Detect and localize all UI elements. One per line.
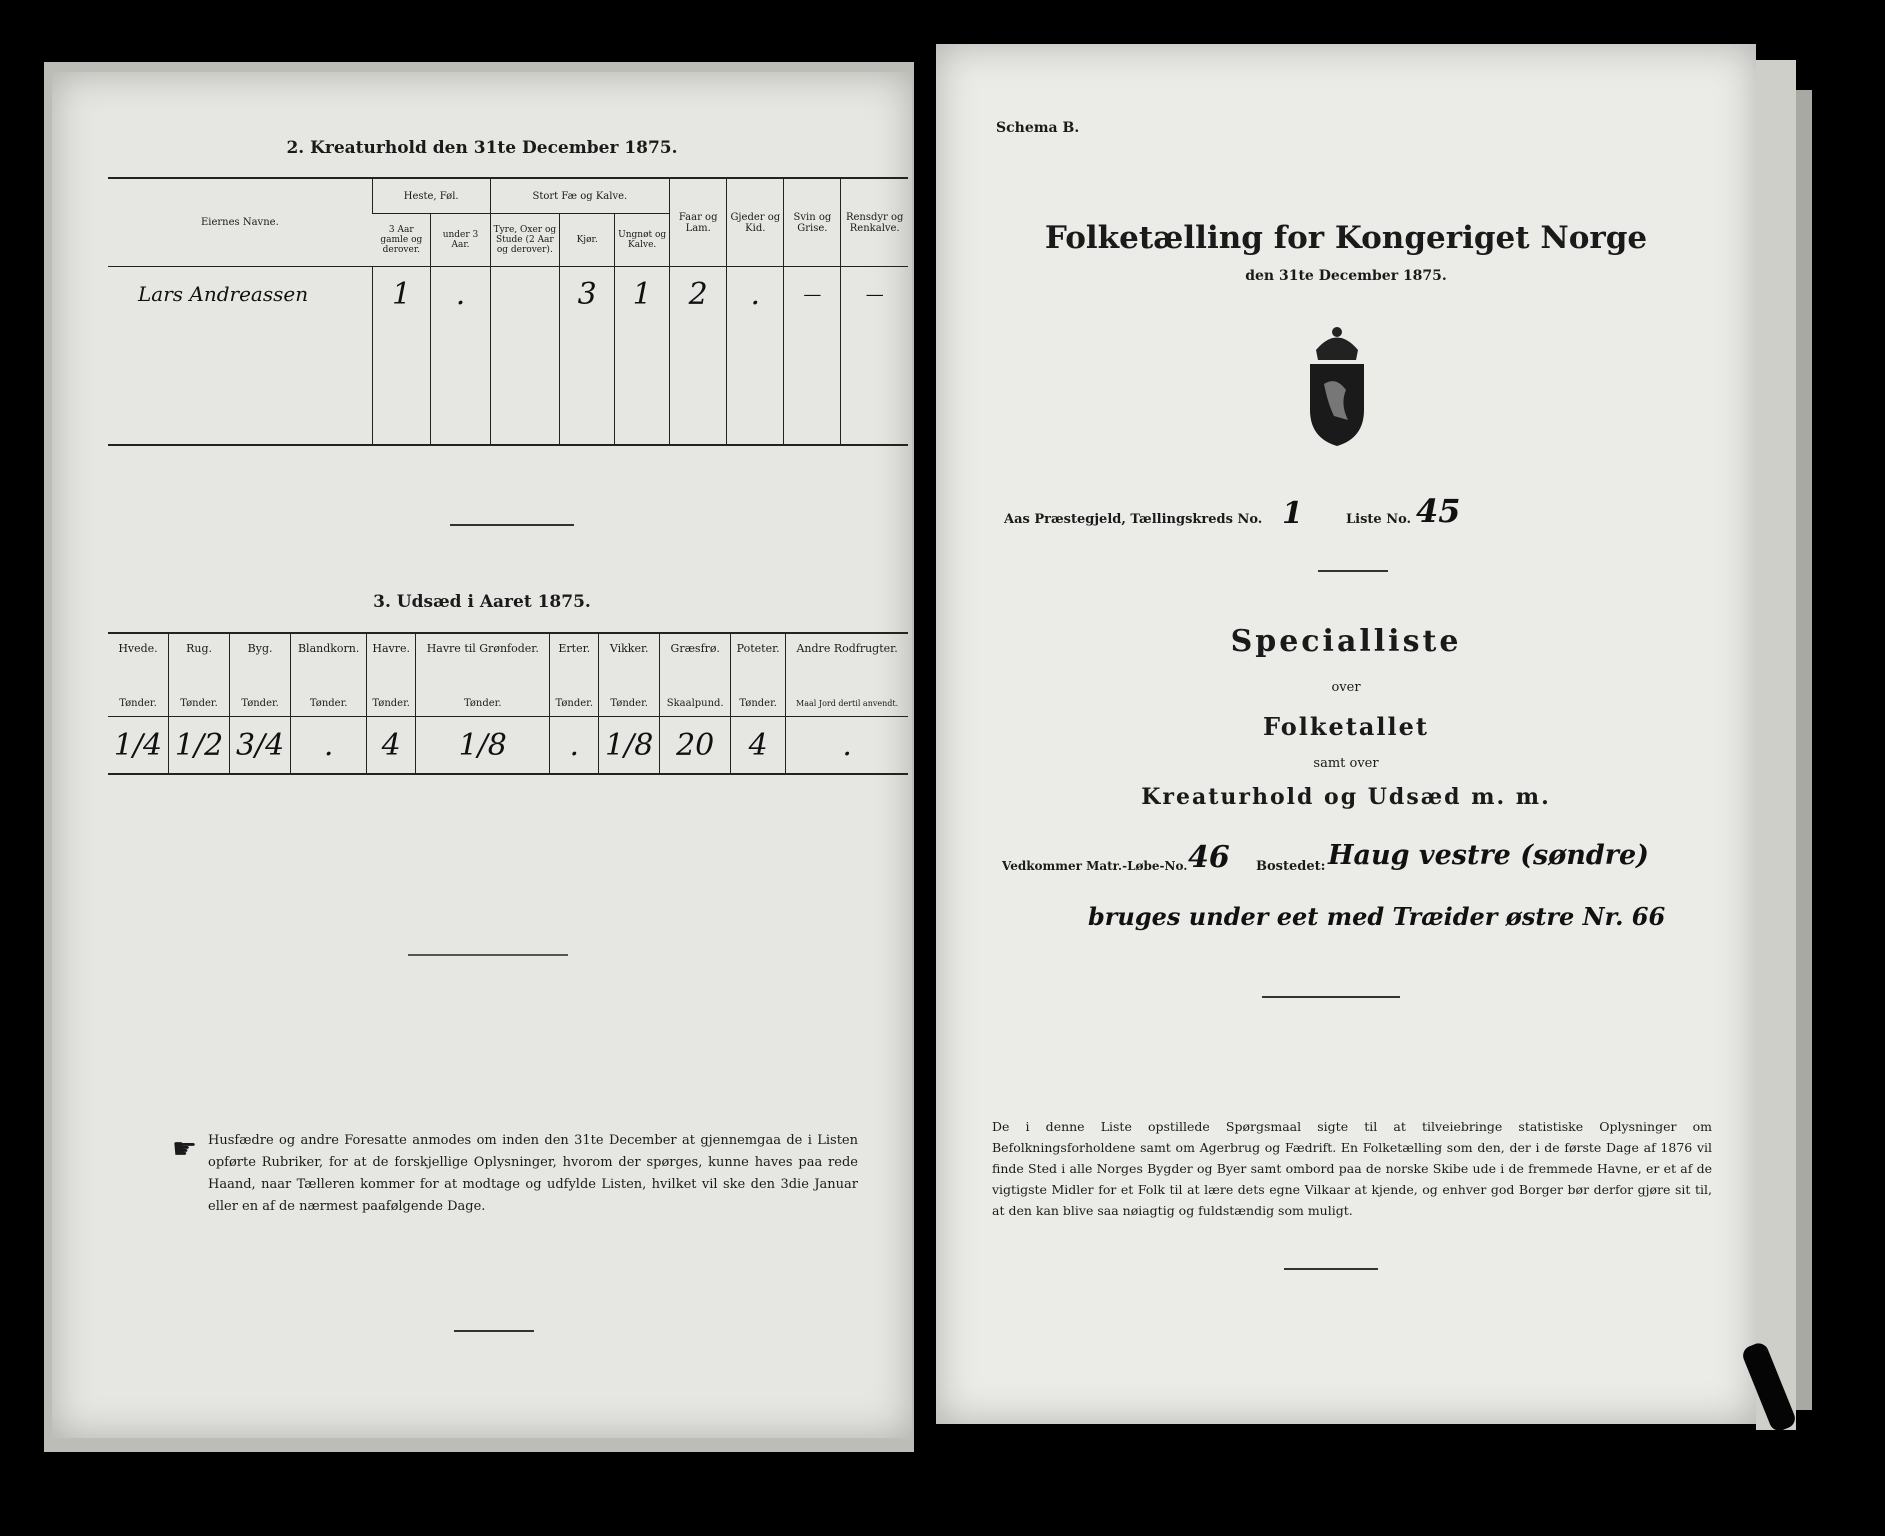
crop-header-graesfro: Græsfrø. (660, 633, 731, 690)
owner-header: Eiernes Navne. (108, 178, 372, 267)
crop-value-havre: 4 (367, 717, 416, 775)
heste-under3-value: . (431, 267, 490, 322)
page-stack-right (1756, 60, 1796, 1430)
gjeder-header: Gjeder og Kid. (727, 178, 784, 267)
bosted-value: Haug vestre (søndre) (1328, 840, 1649, 871)
notice-text: Husfædre og andre Foresatte anmodes om inden den 31te December at gjennemgaa de i Listen opførte Rubriker, for at de forskjellige Oplysninger, hvorom der spørges, kunne haves paa rede Haand, naar Tælleren kommer for at modtage og udfylde Listen, hvilket vil ske den 3die Januar eller en af de nærmest paafølgende Dage. (208, 1133, 858, 1214)
crop-value-hvede: 1/4 (113, 727, 163, 763)
stort-header: Stort Fæ og Kalve. (490, 178, 670, 214)
heste-value: 1 (372, 267, 431, 322)
divider-right-2 (1262, 996, 1400, 998)
faar-value: 2 (670, 267, 727, 322)
crop-unit: Tønder. (599, 690, 660, 717)
main-title: Folketælling for Kongeriget Norge (1044, 220, 1648, 256)
divider-right-3 (1284, 1268, 1378, 1270)
crop-header-vikker: Vikker. (599, 633, 660, 690)
stort-sub3: Ungnøt og Kalve. (615, 214, 670, 267)
divider-right-1 (1318, 570, 1388, 572)
tyre-value (490, 267, 560, 322)
divider-2 (408, 954, 568, 956)
folketallet-title: Folketallet (1263, 712, 1429, 741)
kreds-no-value: 1 (1282, 496, 1303, 531)
crop-unit: Tønder. (291, 690, 367, 717)
samt-over-text: samt over (1313, 756, 1379, 771)
bosted-label: Bostedet: (1256, 859, 1326, 874)
crop-unit: Tønder. (230, 690, 291, 717)
crop-header-rug: Rug. (169, 633, 230, 690)
section2-title: 2. Kreaturhold den 31te December 1875. (286, 138, 678, 158)
crop-unit: Tønder. (731, 690, 786, 717)
liste-no-value: 45 (1416, 492, 1461, 530)
crop-header-hvede: Hvede. (118, 642, 158, 655)
crop-value-erter: . (550, 717, 599, 775)
page-stack-right-2 (1796, 90, 1812, 1410)
section3-title: 3. Udsæd i Aaret 1875. (373, 592, 591, 612)
date-subtitle: den 31te December 1875. (1245, 268, 1447, 284)
liste-label: Liste No. (1346, 512, 1412, 527)
svin-header: Svin og Grise. (784, 178, 841, 267)
crop-value-graesfro: 20 (660, 717, 731, 775)
crop-unit: Maal Jord dertil anvendt. (786, 690, 908, 717)
crop-unit: Skaalpund. (660, 690, 731, 717)
coat-of-arms-icon (1296, 320, 1378, 448)
kreaturhold-title: Kreaturhold og Udsæd m. m. (1141, 784, 1551, 810)
crop-header-erter: Erter. (550, 633, 599, 690)
bosted-line2: bruges under eet med Træider østre Nr. 66 (1088, 902, 1666, 931)
crop-header-byg: Byg. (230, 633, 291, 690)
crops-table (108, 632, 908, 775)
crop-unit: Tønder. (108, 690, 169, 717)
crop-unit: Tønder. (550, 690, 599, 717)
schema-label: Schema B. (996, 120, 1080, 136)
crop-value-byg: 3/4 (230, 717, 291, 775)
divider-1 (450, 524, 574, 526)
heste-sub2: under 3 Aar. (431, 214, 490, 267)
crop-header-havre: Havre. (367, 633, 416, 690)
footer-text: De i denne Liste opstillede Spørgsmaal sigte til at tilveiebringe statistiske Oplysninger om Befolkningsforholdene samt om Agerbrug og Fædrift. En Folketælling som den, der i de første Dage af 1876 vil finde Sted i alle Norges Bygder og Byer samt ombord paa de norske Skibe ude i de fremmede Havne, er et af de vigtigste Midler for et Folk til at lære dets egne Vilkaar at kjende, og enhver god Borger bør derfor gjøre sit til, at den kan blive saa nøiagtig og fuldstændig som muligt. (992, 1119, 1712, 1218)
crop-value-havre-gronfoder: 1/8 (416, 717, 550, 775)
rensdyr-header: Rensdyr og Renkalve. (841, 178, 908, 267)
crop-value-poteter: 4 (731, 717, 786, 775)
right-page (936, 44, 1756, 1424)
crop-value-andre: . (786, 717, 908, 775)
crop-value-vikker: 1/8 (599, 717, 660, 775)
crop-header-andre: Andre Rodfrugter. (786, 633, 908, 690)
crop-header-poteter: Poteter. (731, 633, 786, 690)
heste-header: Heste, Føl. (372, 178, 490, 214)
gjeder-value: . (727, 267, 784, 322)
crop-header-blandkorn: Blandkorn. (291, 633, 367, 690)
crop-value-rug: 1/2 (169, 717, 230, 775)
crop-unit: Tønder. (416, 690, 550, 717)
crop-header-havre-gronfoder: Havre til Grønfoder. (416, 633, 550, 690)
rensdyr-value: — (841, 267, 908, 322)
crop-value-blandkorn: . (291, 717, 367, 775)
owner-name: Lars Andreassen (138, 282, 309, 306)
livestock-table (108, 177, 908, 446)
stort-sub1: Tyre, Oxer og Stude (2 Aar og derover). (490, 214, 560, 267)
left-page (52, 72, 912, 1438)
matr-label: Vedkommer Matr.-Løbe-No. (1002, 859, 1188, 873)
specialliste-title: Specialliste (1230, 624, 1462, 659)
prestegjeld-label: Aas Præstegjeld, Tællingskreds No. (1004, 512, 1263, 527)
pointing-hand-icon: ☛ (172, 1132, 198, 1165)
ungnot-value: 1 (615, 267, 670, 322)
heste-sub1: 3 Aar gamle og derover. (372, 214, 431, 267)
divider-3 (454, 1330, 534, 1332)
crop-unit: Tønder. (169, 690, 230, 717)
stort-sub2: Kjør. (560, 214, 615, 267)
faar-header: Faar og Lam. (670, 178, 727, 267)
over-text-1: over (1331, 680, 1361, 695)
kjor-value: 3 (560, 267, 615, 322)
matr-no-value: 46 (1188, 840, 1230, 875)
crop-unit: Tønder. (367, 690, 416, 717)
svin-value: — (784, 267, 841, 322)
